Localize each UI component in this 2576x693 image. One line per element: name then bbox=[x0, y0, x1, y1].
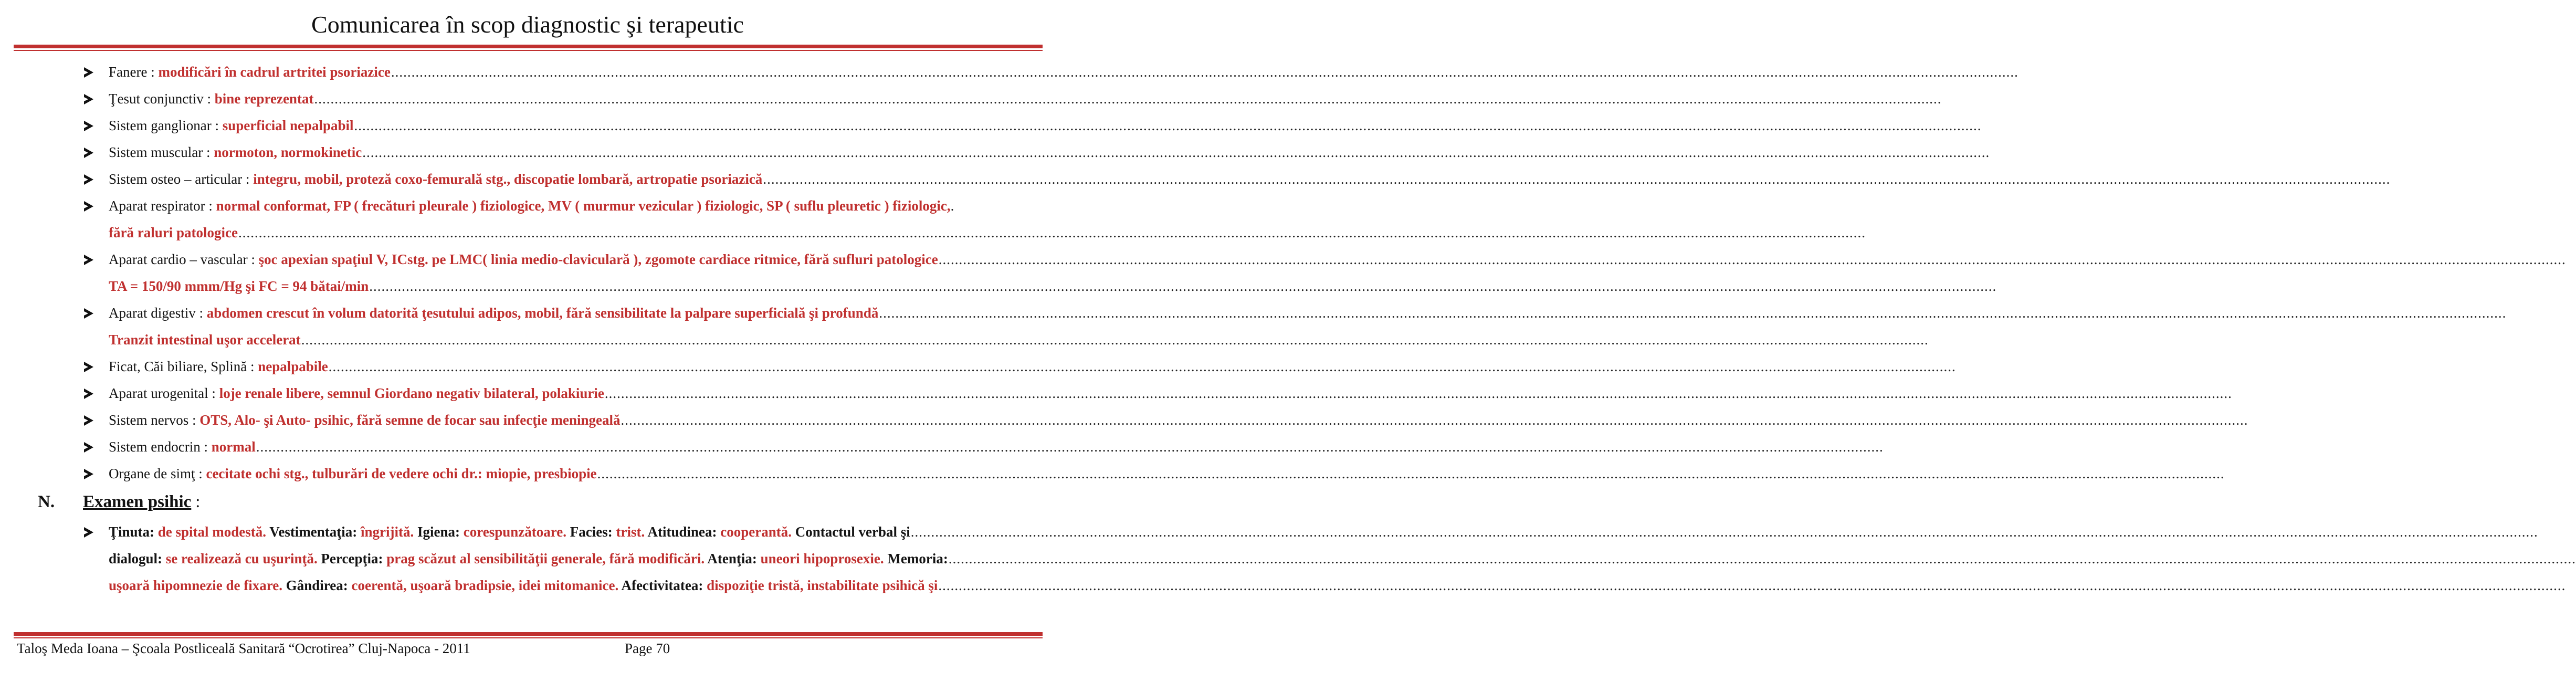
dot-leader: ................................................................................................................................................................................................................................................................................................................................................................................................................ bbox=[391, 64, 2018, 80]
dot-leader: ................................................................................................................................................................................................................................................................................................................................................................................................................ bbox=[879, 305, 2507, 321]
list-item: Ficat, Căi biliare, Splină : nepalpabile ................................................................................................................................................................................................................................................................................................................................................................................................................ bbox=[84, 353, 1038, 380]
list-item: Fanere : modificări în cadrul artritei psoriazice ................................................................................................................................................................................................................................................................................................................................................................................................................ bbox=[84, 59, 1038, 86]
arrow-bullet-icon bbox=[84, 174, 93, 185]
list-item: Aparat urogenital : loje renale libere, semnul Giordano negativ bilateral, polakiurie ................................................................................................................................................................................................................................................................................................................................................................................................................ bbox=[84, 380, 1038, 407]
dot-leader: ................................................................................................................................................................................................................................................................................................................................................................................................................ bbox=[369, 278, 1997, 294]
page-title: Comunicarea în scop diagnostic şi terapeutic bbox=[311, 11, 744, 38]
dot-leader: ................................................................................................................................................................................................................................................................................................................................................................................................................ bbox=[910, 524, 2538, 540]
psychic-exam-list bbox=[84, 519, 2576, 599]
dot-leader: ................................................................................................................................................................................................................................................................................................................................................................................................................ bbox=[948, 551, 2576, 566]
list-item: Aparat respirator : normal conformat, FP ( frecături pleurale ) fiziologice, MV ( murmur vezicular ) fiziologic, SP ( suflu pleuretic ) fiziologic,. fără raluri patologice ................................................................................................................................................................................................................................................................................................................................................................................................................ bbox=[84, 193, 1038, 246]
dot-leader: ................................................................................................................................................................................................................................................................................................................................................................................................................ bbox=[301, 332, 1929, 348]
arrow-bullet-icon bbox=[84, 362, 93, 372]
dot-leader: ................................................................................................................................................................................................................................................................................................................................................................................................................ bbox=[354, 118, 1982, 133]
page-number: Page 70 bbox=[625, 640, 670, 656]
list-item: Sistem endocrin : normal ................................................................................................................................................................................................................................................................................................................................................................................................................ bbox=[84, 434, 1038, 460]
arrow-bullet-icon bbox=[84, 415, 93, 426]
arrow-bullet-icon bbox=[84, 201, 93, 212]
list-item: Sistem ganglionar : superficial nepalpabil ................................................................................................................................................................................................................................................................................................................................................................................................................ bbox=[84, 112, 1038, 139]
dot-leader: ................................................................................................................................................................................................................................................................................................................................................................................................................ bbox=[621, 412, 2248, 428]
arrow-bullet-icon bbox=[84, 308, 93, 319]
section-letter: N. bbox=[38, 492, 55, 511]
arrow-bullet-icon bbox=[84, 442, 93, 453]
list-item: Ţinuta: de spital modestă. Vestimentaţia: îngrijită. Igiena: corespunzătoare. Facies: trist. Atitudinea: cooperantă. Contactul verbal şi ................................................................................................................................................................................................................................................................................................................................................................................................................ dialogul: se realizează cu uşurinţă. Percepţia: prag scăzut al sensibilităţii generale, fără modificări. Atenţia: uneori hipoprosexie. Memoria: ................................................................................................................................................................................................................................................................................................................................................................................................................ uşoară hipomnezie de fixare. Gândirea: coerentă, uşoară bradipsie, idei mitomanice. Afectivitatea: dispoziţie tristă, instabilitate psihică şi ................................................................................................................................................................................................................................................................................................................................................................................................................ bbox=[84, 519, 1038, 599]
arrow-bullet-icon bbox=[84, 94, 93, 104]
list-item: Aparat digestiv : abdomen crescut în volum datorită ţesutului adipos, mobil, fără sensibilitate la palpare superficială şi profundă ................................................................................................................................................................................................................................................................................................................................................................................................................ Tranzit intestinal uşor accelerat ................................................................................................................................................................................................................................................................................................................................................................................................................ bbox=[84, 300, 1038, 353]
arrow-bullet-icon bbox=[84, 527, 93, 538]
dot-leader: ................................................................................................................................................................................................................................................................................................................................................................................................................ bbox=[362, 144, 1990, 160]
dot-leader: ................................................................................................................................................................................................................................................................................................................................................................................................................ bbox=[763, 171, 2391, 187]
dot-leader: ................................................................................................................................................................................................................................................................................................................................................................................................................ bbox=[314, 91, 1942, 107]
dot-leader: ................................................................................................................................................................................................................................................................................................................................................................................................................ bbox=[604, 385, 2232, 401]
header-rule bbox=[14, 45, 1043, 51]
list-item: Sistem muscular : normoton, normokinetic ................................................................................................................................................................................................................................................................................................................................................................................................................ bbox=[84, 139, 1038, 166]
arrow-bullet-icon bbox=[84, 469, 93, 479]
section-heading: N. Examen psihic : bbox=[38, 488, 200, 516]
section-title: Examen psihic bbox=[83, 492, 192, 511]
footer-credit: Taloş Meda Ioana – Şcoala Postliceală Sanitară “Ocrotirea” Cluj-Napoca - 2011 bbox=[17, 640, 470, 656]
arrow-bullet-icon bbox=[84, 67, 93, 78]
arrow-bullet-icon bbox=[84, 255, 93, 265]
list-item: Organe de simţ : cecitate ochi stg., tulburări de vedere ochi dr.: miopie, presbiopie ................................................................................................................................................................................................................................................................................................................................................................................................................ bbox=[84, 460, 1038, 487]
list-item: Aparat cardio – vascular : şoc apexian spaţiul V, ICstg. pe LMC( linia medio-claviculară ), zgomote cardiace ritmice, fără sufluri patologice ................................................................................................................................................................................................................................................................................................................................................................................................................ TA = 150/90 mmm/Hg şi FC = 94 bătai/min ................................................................................................................................................................................................................................................................................................................................................................................................................ bbox=[84, 246, 1038, 300]
dot-leader: ................................................................................................................................................................................................................................................................................................................................................................................................................ bbox=[938, 251, 2566, 267]
dot-leader: ................................................................................................................................................................................................................................................................................................................................................................................................................ bbox=[938, 578, 2566, 593]
arrow-bullet-icon bbox=[84, 121, 93, 131]
dot-leader: ................................................................................................................................................................................................................................................................................................................................................................................................................ bbox=[597, 466, 2225, 481]
list-item: Sistem nervos : OTS, Alo- şi Auto- psihic, fără semne de focar sau infecţie meningeală ................................................................................................................................................................................................................................................................................................................................................................................................................ bbox=[84, 407, 1038, 434]
dot-leader: ................................................................................................................................................................................................................................................................................................................................................................................................................ bbox=[256, 439, 1884, 455]
list-item: Sistem osteo – articular : integru, mobil, proteză coxo-femurală stg., discopatie lombară, artropatie psoriazică ................................................................................................................................................................................................................................................................................................................................................................................................................ bbox=[84, 166, 1038, 193]
arrow-bullet-icon bbox=[84, 388, 93, 399]
findings-list bbox=[84, 59, 2566, 487]
dot-leader: ................................................................................................................................................................................................................................................................................................................................................................................................................ bbox=[328, 359, 1956, 374]
arrow-bullet-icon bbox=[84, 148, 93, 158]
dot-leader: ................................................................................................................................................................................................................................................................................................................................................................................................................ bbox=[238, 225, 1866, 240]
list-item: Ţesut conjunctiv : bine reprezentat ................................................................................................................................................................................................................................................................................................................................................................................................................ bbox=[84, 86, 1038, 112]
